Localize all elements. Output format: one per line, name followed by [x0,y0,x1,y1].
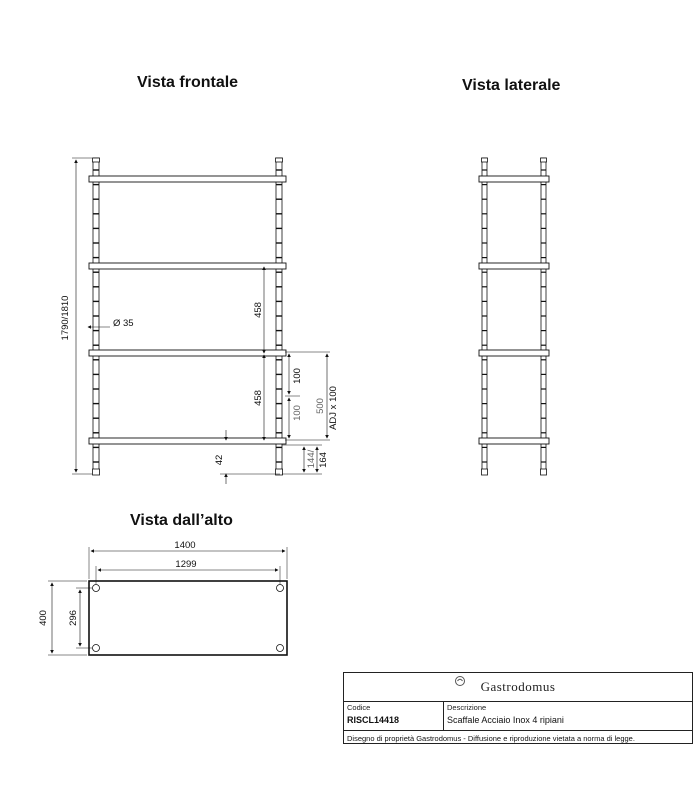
chef-hat-icon [454,675,466,687]
top-shelf-outline [89,581,287,655]
adj-step-label: ADJ x 100 [328,386,339,430]
copyright-notice: Disegno di proprietà Gastrodomus - Diffusione e riproduzione vietata a norma di legge. [347,734,635,743]
bottom-clearance-label: 42 [214,454,225,466]
side-shelves [479,176,549,444]
top-view [48,547,287,655]
code-value: RISCL14418 [347,715,400,725]
front-view-title: Vista frontale [137,74,239,91]
code-cell [344,701,444,730]
front-shelf-1 [89,176,286,182]
foot-low-label: 144/ [306,449,317,469]
top-depth-label: 400 [38,610,49,626]
title-block-row [344,701,692,731]
post-diameter-label: 35 [123,318,134,329]
brand-logo [344,673,692,702]
side-view [479,158,549,475]
description-cell [444,701,692,730]
brand-logo-text: Gastrodomus [480,679,556,694]
side-view-title: Vista laterale [462,77,561,94]
spacing-lower-label: 458 [253,390,264,406]
top-view-title: Vista dall’alto [130,512,233,529]
side-shelf-3 [479,350,549,356]
top-inner-depth-label: 296 [68,610,79,626]
description-label: Descrizione [447,703,487,712]
spacing-upper-label: 458 [253,302,264,318]
side-shelf-1 [479,176,549,182]
top-width-label: 1400 [174,540,196,551]
front-shelf-2 [89,263,286,269]
side-shelf-4 [479,438,549,444]
front-shelf-4 [89,438,286,444]
top-inner-width-label: 1299 [175,559,197,570]
front-view [72,158,330,484]
diameter-symbol: Ø [113,318,121,329]
slot-step-2-label: 100 [292,405,303,421]
description-value: Scaffale Acciaio Inox 4 ripiani [447,715,564,725]
title-block [343,672,693,744]
side-shelf-2 [479,263,549,269]
foot-high-label: 164 [318,452,329,468]
side-post-slots [482,170,546,462]
total-height-label: 1790/1810 [60,295,71,341]
front-shelf-3 [89,350,286,356]
slot-step-1-label: 100 [292,368,303,384]
code-label: Codice [347,703,371,712]
adj-range-label: 500 [315,398,326,414]
